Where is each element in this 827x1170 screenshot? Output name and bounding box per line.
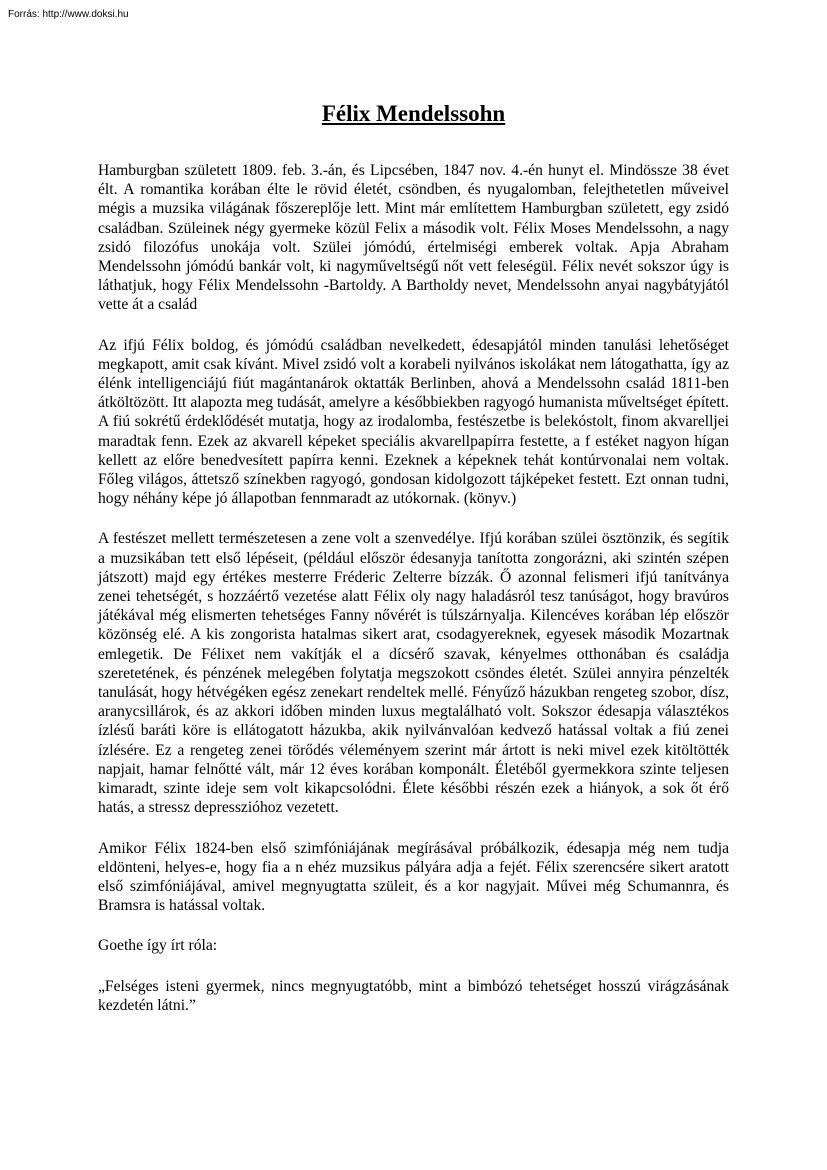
paragraph-music: A festészet mellett természetesen a zene volt a szenvedélye. Ifjú korában szülei ösztönzik, és segítik a muzsikában tett első lépéseit, (például először édesanyja tanította zongorázni, aki szintén szépen játszott) majd egy értékes mesterre Fréderic Zelterre bízzák. Ő azonnal felismeri ifjú tanítványa zenei tehetségét, s hozzáértő vezetése alatt Félix oly nagy haladásról tesz tanúságot, hogy bravúros játékával még elismerten tehetséges Fanny nővérét is túlszárnyalja. Kilencéves korában lép először közönség elé. A kis zongorista hatalmas sikert arat, csodagyereknek, egyesek második Mozartnak emlegetik. De Félixet nem vakítják el a dícsérő szavak, kényelmes otthonában és családja szeretetének, és pénzének melegében folytatja megszokott csöndes életét. Szülei annyira pénzelték tanulását, hogy hétvégéken egész zenekart rendeltek mellé. Fényűző házukban rengeteg szobor, dísz, aranycsillárok, és az akkori időben minden luxus megtalálható volt. Sokszor édesapja választékos ízlésű baráti köre is ellátogatott házukba, akik nyilvánvalóan kedvező hatással voltak a fiú zenei ízlésére. Ez a rengeteg zenei törődés véleményem szerint már ártott is neki mivel ezek kitöltötték napjait, hamar felnőtté vált, már 12 éves korában komponált. Életéből gyermekkora szinte teljesen kimaradt, szinte ideje sem volt kikapcsolódni. Élete későbbi részén ezek a hiányok, a sok őt érő hatás, a stressz depresszióhoz vezetett.: [98, 530, 729, 817]
paragraph-goethe-quote: „Felséges isteni gyermek, nincs megnyugtatóbb, mint a bimbózó tehetséget hosszú virágzásának kezdetén látni.”: [98, 977, 729, 1014]
paragraph-first-symphony: Amikor Félix 1824-ben első szimfóniájának megírásával próbálkozik, édesapja még nem tudja eldönteni, helyes-e, hogy fia a n ehéz muzsikus pályára adja a fejét. Félix szerencsére sikert aratott első szimfóniájával, amivel megnyugtatta szüleit, és a kor nagyjait. Művei még Schumannra, és Bramsra is hatással voltak.: [98, 839, 729, 915]
paragraph-goethe-intro: Goethe így írt róla:: [98, 937, 218, 955]
document-body: [98, 161, 729, 1036]
source-url-label: Forrás: http://www.doksi.hu: [8, 9, 129, 20]
document-title: Félix Mendelssohn: [321, 101, 506, 126]
paragraph-childhood: Az ifjú Félix boldog, és jómódú családban nevelkedett, édesapjától minden tanulási lehetőséget megkapott, amit csak kívánt. Mivel zsidó volt a korabeli nyilvános iskolákat nem látogathatta, így az élénk intelligenciájú fiút magántanárok oktatták Berlinben, ahová a Mendelssohn család 1811-ben átköltözött. Itt alapozta meg tudását, amelyre a későbbiekben ragyogó humanista műveltséget épített. A fiú sokrétű érdeklődését mutatja, hogy az irodalomba, festészetbe is belekóstolt, finom akvarelljei maradtak fenn. Ezek az akvarell képeket speciális akvarellpapírra festette, a f estéket nagyon hígan kellett az előre benedvesített papírra kenni. Ezeknek a képeknek tehát kontúrvonalai nem voltak. Főleg világos, áttetsző színekben ragyogó, gondosan kidolgozott tájképeket festett. Ezt onnan tudni, hogy néhány képe jó állapotban fennmaradt az utókornak. (könyv.): [98, 336, 729, 508]
paragraph-biography: Hamburgban született 1809. feb. 3.-án, és Lipcsében, 1847 nov. 4.-én hunyt el. Mindössze 38 évet élt. A romantika korában élte le rövid életét, csöndben, és nyugalomban, felejthetetlen műveivel mégis a muzsika világának főszereplője lett. Mint már említettem Hamburgban született, egy zsidó családban. Szüleinek négy gyermeke közül Felix a második volt. Félix Moses Mendelssohn, a nagy zsidó filozófus unokája volt. Szülei jómódú, értelmiségi emberek voltak. Apja Abraham Mendelssohn jómódú bankár volt, ki nagyműveltségű nőt vett feleségül. Félix nevét sokszor úgy is láthatjuk, hogy Félix Mendelssohn -Bartoldy. A Bartholdy nevet, Mendelssohn anyai nagybátyjától vette át a család: [98, 162, 729, 314]
